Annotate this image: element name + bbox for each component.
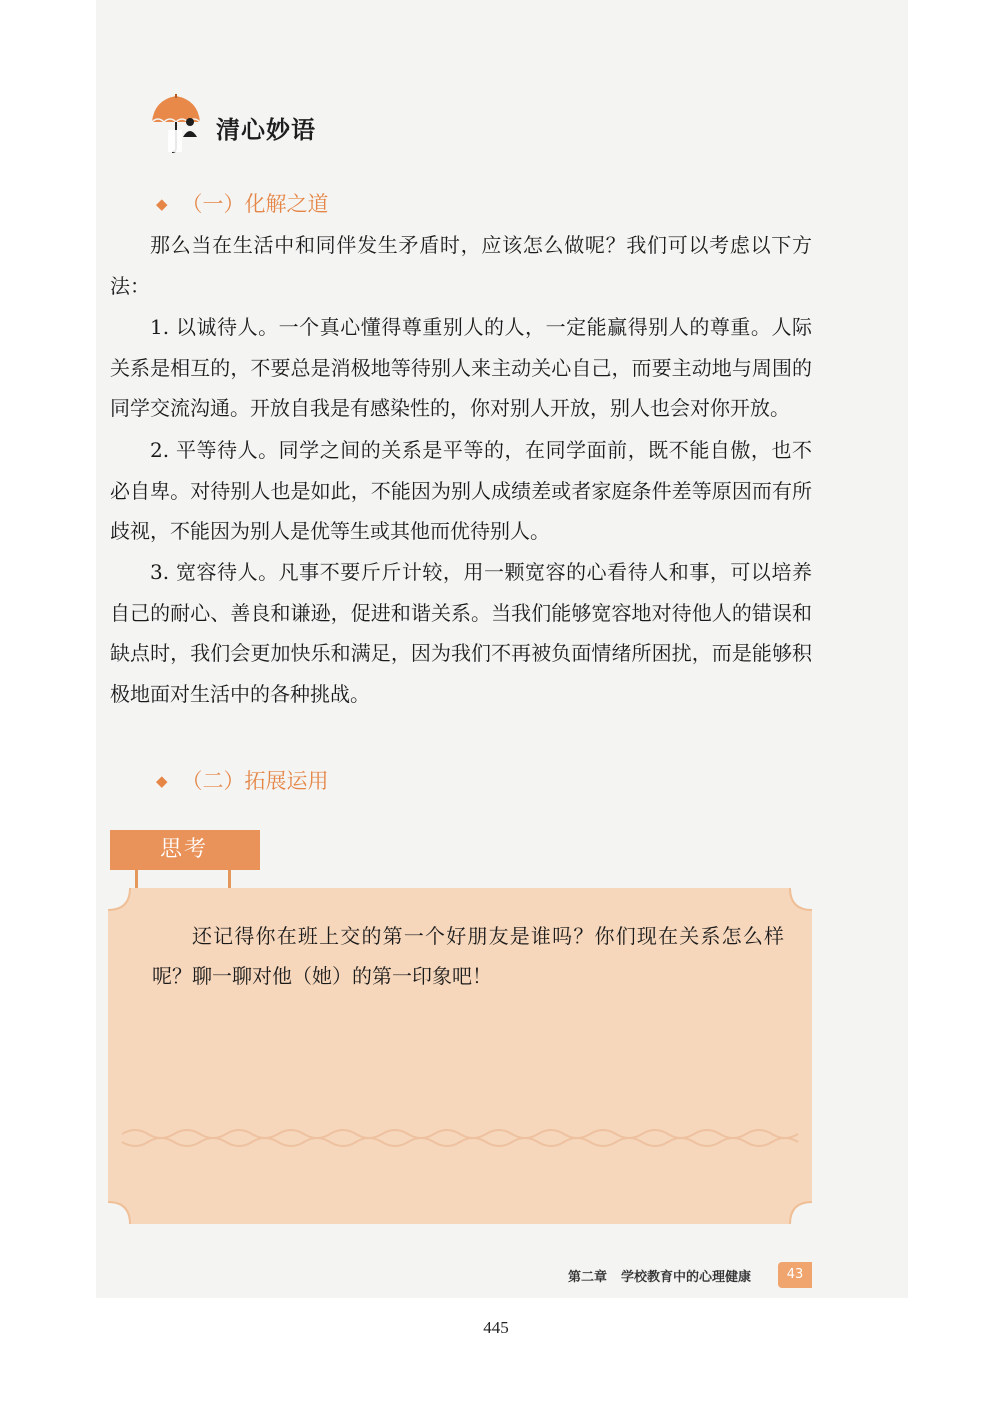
- subheading-text: （二）拓展运用: [181, 769, 329, 793]
- umbrella-person-icon: [150, 92, 212, 154]
- diamond-icon: ◆: [156, 195, 168, 213]
- scan-page-number: 445: [483, 1318, 509, 1337]
- think-question: 还记得你在班上交的第一个好朋友是谁吗？你们现在关系怎么样呢？聊一聊对他（她）的第一印象吧！: [152, 924, 784, 988]
- paragraph-intro: 那么当在生活中和同伴发生矛盾时，应该怎么做呢？我们可以考虑以下方法：: [110, 233, 812, 298]
- running-footer: [568, 1266, 751, 1285]
- paragraph-sincerity: 1. 以诚待人。一个真心懂得尊重别人的人，一定能赢得别人的尊重。人际关系是相互的，不要总是消极地等待别人来主动关心自己，而要主动地与周围的同学交流沟通。开放自我是有感染性的，你对别人开放，别人也会对你开放。: [110, 315, 812, 420]
- diamond-icon: ◆: [156, 772, 168, 790]
- paragraph-equality: 2. 平等待人。同学之间的关系是平等的，在同学面前，既不能自傲，也不必自卑。对待别人也是如此，不能因为别人成绩差或者家庭条件差等原因而有所歧视，不能因为别人是优等生或其他而优待别人。: [110, 438, 812, 543]
- section-title: 清心妙语: [216, 116, 316, 144]
- subheading-resolution: [156, 188, 329, 218]
- footer-chapter-title: 学校教育中的心理健康: [621, 1270, 752, 1285]
- paragraph-tolerance: 3. 宽容待人。凡事不要斤斤计较，用一颗宽容的心看待人和事，可以培养自己的耐心、善良和谦逊，促进和谐关系。当我们能够宽容地对待他人的错误和缺点时，我们会更加快乐和满足，因为我们不再被负面情绪所困扰，而是能够积极地面对生活中的各种挑战。: [110, 560, 812, 706]
- page-number-badge: 43: [778, 1262, 812, 1288]
- subheading-extension: [156, 765, 329, 795]
- subheading-text: （一）化解之道: [181, 192, 329, 216]
- footer-chapter: 第二章: [568, 1270, 608, 1285]
- think-tab: 思考: [110, 830, 260, 870]
